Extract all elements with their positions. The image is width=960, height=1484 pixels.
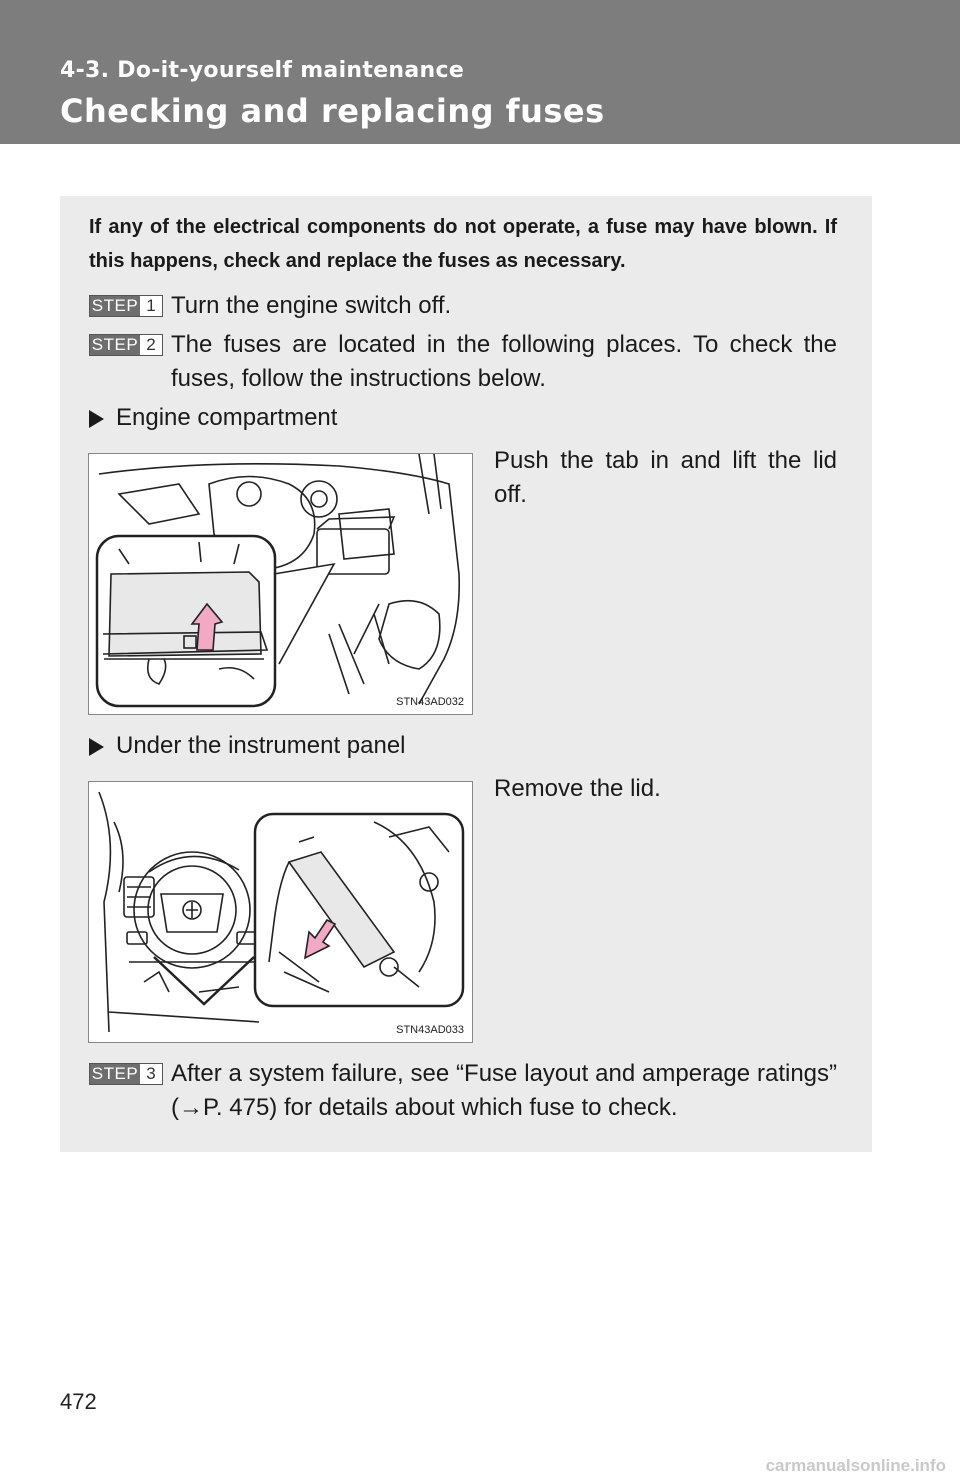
step-word: STEP xyxy=(91,335,139,354)
step-number: 1 xyxy=(146,296,156,315)
engine-fuse-box-illustration xyxy=(88,453,473,715)
watermark: carmanualsonline.info xyxy=(765,1456,946,1475)
location-label: Under the instrument panel xyxy=(116,732,406,759)
step-2-badge xyxy=(89,334,163,356)
step-3-text: After a system failure, see “Fuse layout and amperage ratings” (→P. 475) for details about which fuse to check. xyxy=(171,1060,837,1121)
step-1-badge xyxy=(89,295,163,317)
step-1-text: Turn the engine switch off. xyxy=(171,292,452,319)
figure-code: STN43AD032 xyxy=(396,696,464,708)
step-2-text: The fuses are located in the following places. To check the fuses, follow the instructions below. xyxy=(171,331,837,392)
instrument-panel-drawing xyxy=(89,782,473,1043)
page-number: 472 xyxy=(60,1389,97,1414)
figure-code: STN43AD033 xyxy=(396,1024,464,1036)
chapter-header xyxy=(0,0,960,144)
panel-instruction: Remove the lid. xyxy=(494,775,661,802)
step-number: 3 xyxy=(146,1064,156,1083)
intro-text: If any of the electrical components do not operate, a fuse may have blown. If this happens, check and replace the fuses as necessary. xyxy=(89,216,837,272)
engine-compartment-drawing xyxy=(89,454,473,715)
location-instrument-panel xyxy=(89,729,406,763)
step-3-badge xyxy=(89,1063,163,1085)
location-label: Engine compartment xyxy=(116,404,338,431)
triangle-bullet-icon xyxy=(89,738,104,756)
step-word: STEP xyxy=(91,296,139,315)
instrument-panel-fuse-box-illustration xyxy=(88,781,473,1043)
step-number: 2 xyxy=(146,335,156,354)
engine-instruction: Push the tab in and lift the lid off. xyxy=(494,447,837,508)
step-word: STEP xyxy=(91,1064,139,1083)
page-title: Checking and replacing fuses xyxy=(60,92,605,130)
triangle-bullet-icon xyxy=(89,410,104,428)
section-label: 4-3. Do-it-yourself maintenance xyxy=(60,58,465,83)
location-engine-compartment xyxy=(89,401,337,435)
